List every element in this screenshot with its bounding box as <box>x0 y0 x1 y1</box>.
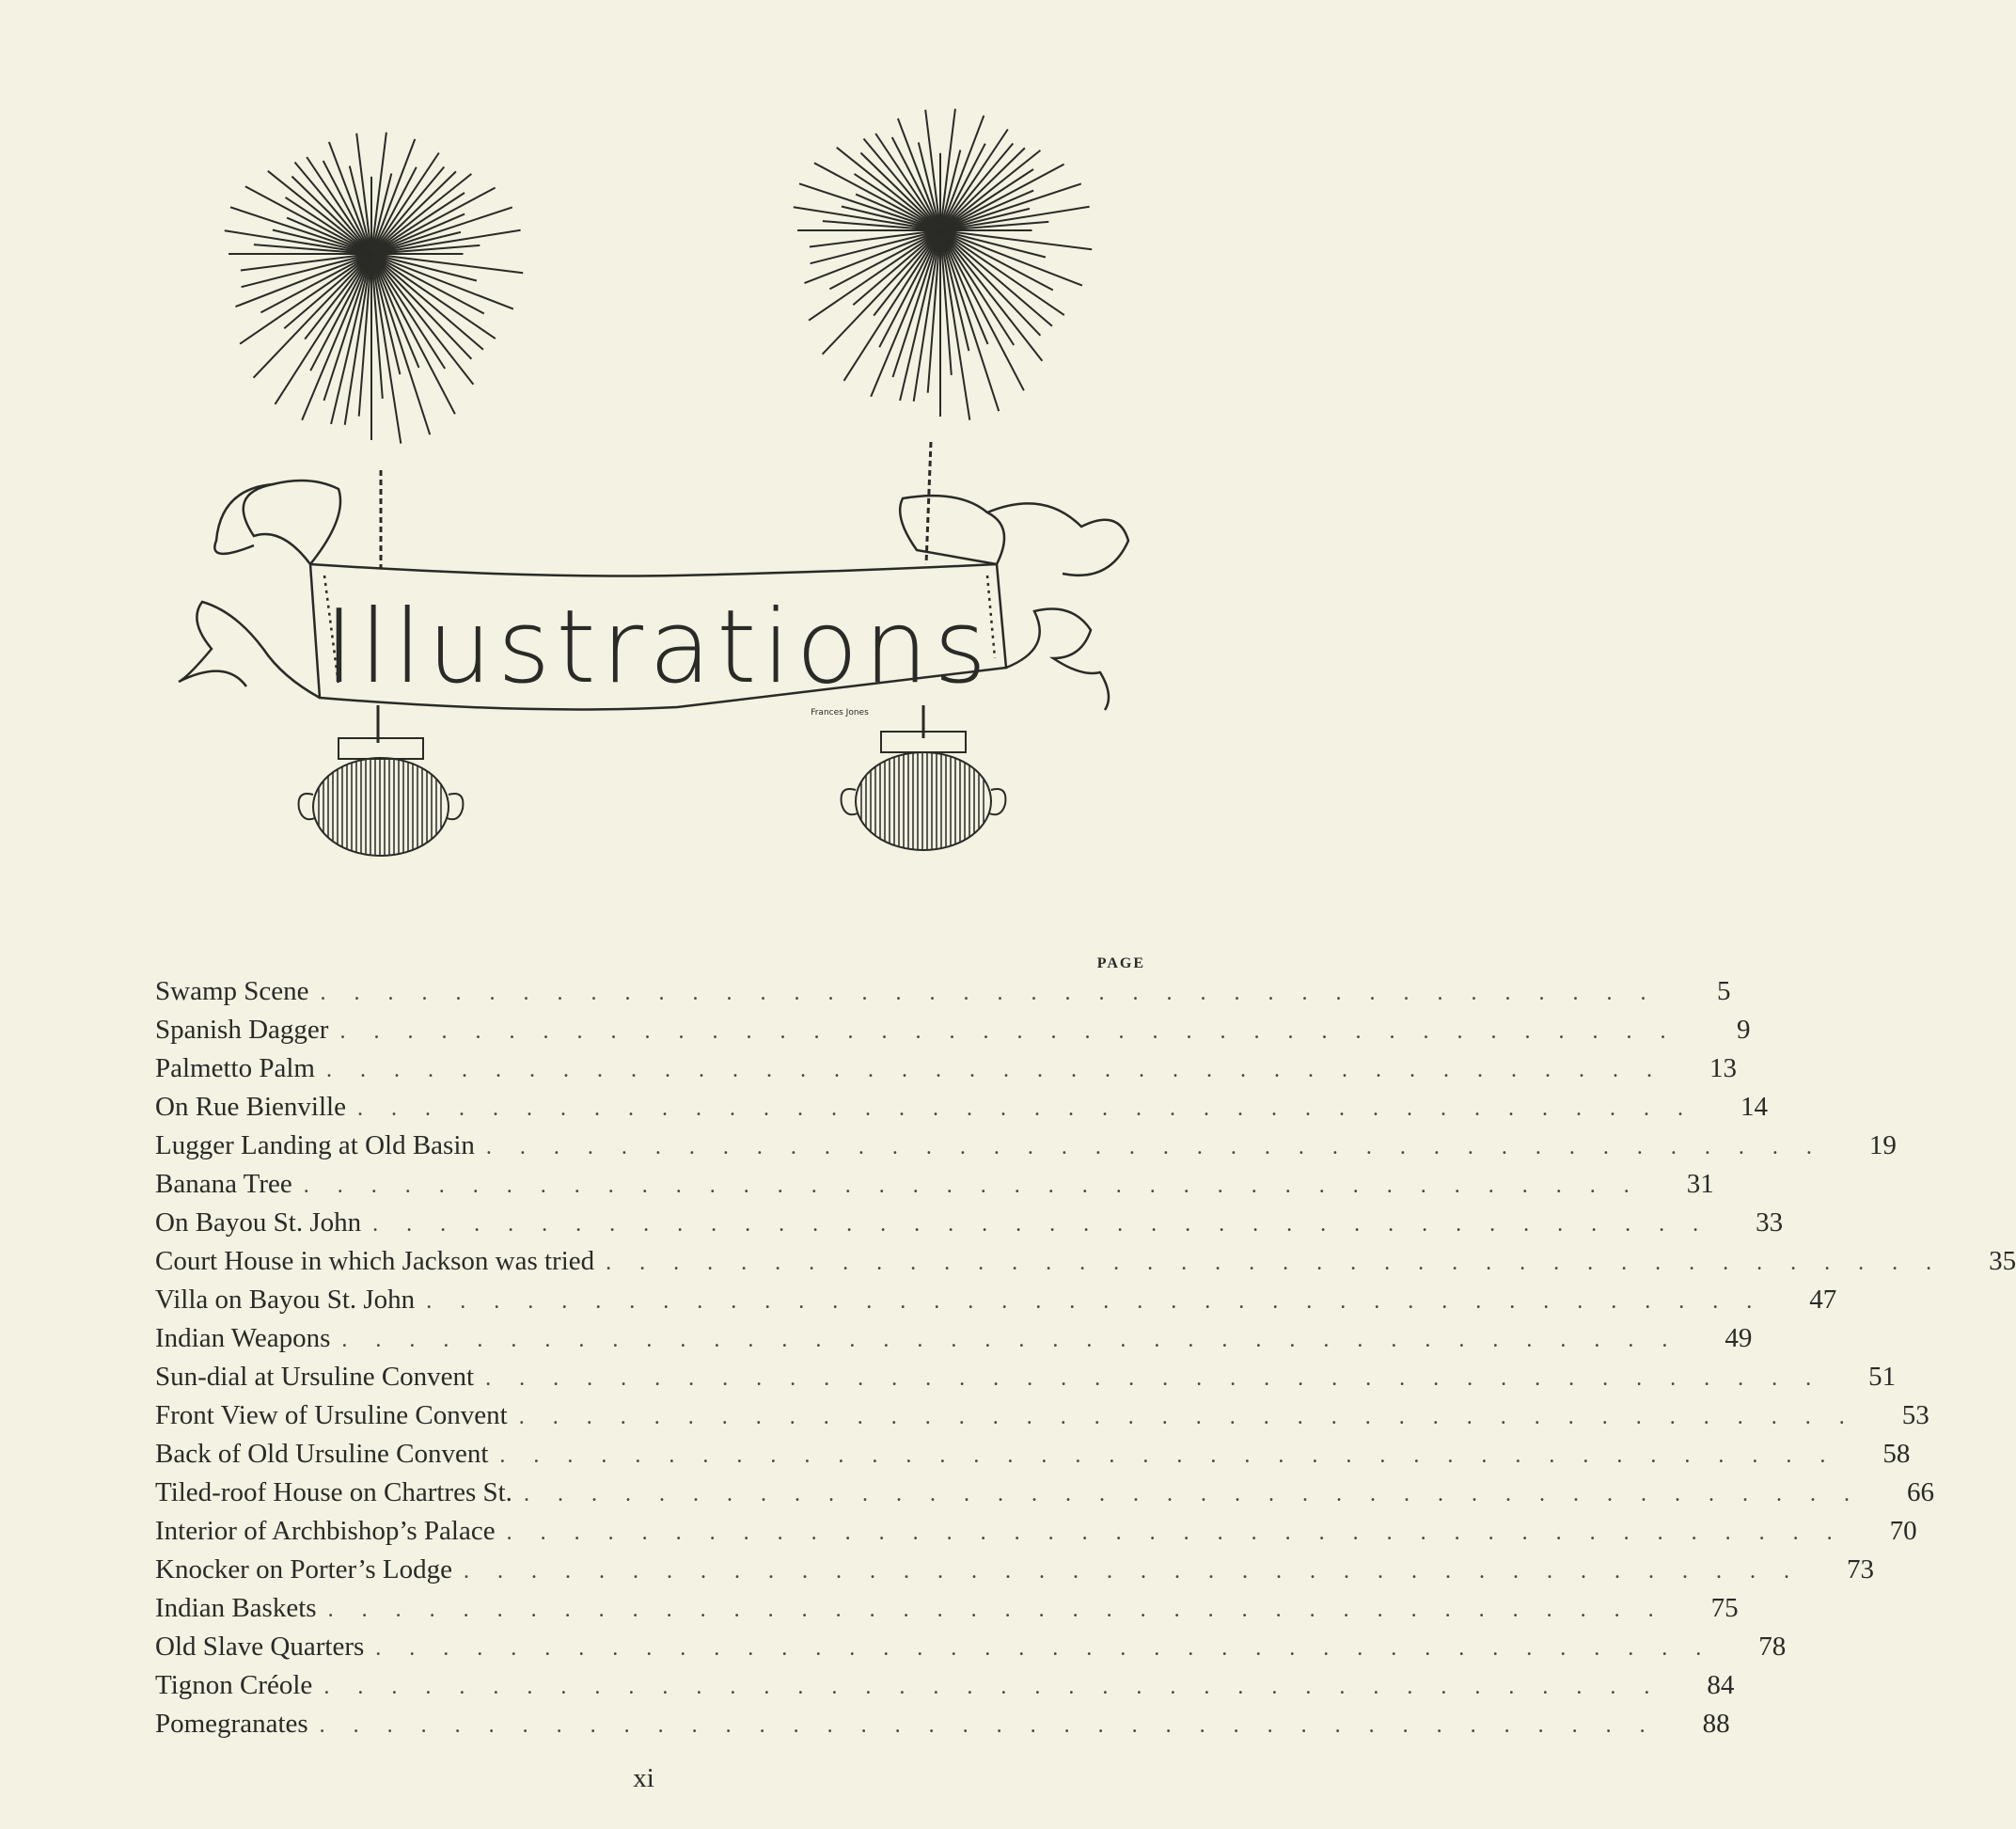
leader-dots: ........................................ <box>356 1096 1711 1121</box>
illustration-entry <box>155 1593 1739 1632</box>
leader-dots: ........................................ <box>463 1559 1818 1584</box>
illustration-title: Old Slave Quarters <box>155 1632 365 1662</box>
illustrations-list <box>155 955 2016 1747</box>
leader-dots: ........................................ <box>319 1713 1674 1738</box>
leader-dots: ........................................ <box>485 1135 1840 1159</box>
right-pot-illustration <box>842 732 1006 850</box>
illustration-page-number: 47 <box>1809 1285 1837 1315</box>
illustration-page-number: 35 <box>1989 1246 2016 1276</box>
illustration-title: Court House in which Jackson was tried <box>155 1246 595 1276</box>
illustration-title: Sun-dial at Ursuline Convent <box>155 1362 475 1392</box>
illustration-entry <box>155 1207 1784 1246</box>
left-yucca-plant-illustration <box>225 133 523 444</box>
illustration-page-number: 5 <box>1717 976 1731 1006</box>
illustration-title: Tiled-roof House on Chartres St. <box>155 1477 512 1507</box>
banner-title: Illustrations <box>323 589 993 706</box>
leader-dots: ........................................ <box>499 1443 1854 1468</box>
illustration-title: Banana Tree <box>155 1169 292 1199</box>
leader-dots: ........................................ <box>518 1405 1873 1429</box>
leader-dots: ........................................ <box>485 1366 1840 1391</box>
illustrations-header-art <box>0 0 1287 903</box>
illustration-entry <box>155 1554 1874 1593</box>
leader-dots: ........................................ <box>327 1598 1682 1622</box>
illustration-title: Lugger Landing at Old Basin <box>155 1130 475 1160</box>
illustration-page-number: 78 <box>1758 1632 1787 1662</box>
leader-dots: ........................................ <box>339 1019 1694 1044</box>
leader-dots: ........................................ <box>506 1521 1861 1545</box>
illustration-page-number: 13 <box>1709 1053 1737 1083</box>
illustration-page-number: 75 <box>1710 1593 1739 1623</box>
illustration-entry <box>155 1670 1735 1709</box>
illustration-title: Villa on Bayou St. John <box>155 1285 416 1315</box>
illustration-entry <box>155 1015 1751 1053</box>
illustration-title: Front View of Ursuline Convent <box>155 1400 508 1430</box>
illustration-entry <box>155 1632 1787 1670</box>
illustration-entry <box>155 1285 1837 1323</box>
illustration-title: Swamp Scene <box>155 976 309 1006</box>
illustration-page-number: 58 <box>1882 1439 1911 1469</box>
illustration-entry <box>155 1092 1768 1130</box>
leader-dots: ........................................ <box>523 1482 1878 1506</box>
illustration-page-number: 14 <box>1740 1092 1768 1122</box>
illustration-page-number: 9 <box>1736 1015 1751 1045</box>
leader-dots: ........................................ <box>323 1675 1678 1699</box>
illustration-page-number: 33 <box>1756 1207 1784 1238</box>
illustration-entry <box>155 1053 1737 1092</box>
illustration-page-number: 31 <box>1686 1169 1714 1199</box>
illustration-page-number: 84 <box>1707 1670 1735 1700</box>
illustration-title: Spanish Dagger <box>155 1015 329 1045</box>
illustration-entry <box>155 1709 1730 1747</box>
illustration-page-number: 53 <box>1901 1400 1929 1430</box>
illustration-page-number: 88 <box>1702 1709 1730 1739</box>
illustration-entry <box>155 1130 1897 1169</box>
illustration-entry <box>155 1246 2016 1285</box>
leader-dots: ........................................ <box>375 1636 1730 1661</box>
illustration-page-number: 51 <box>1868 1362 1897 1392</box>
illustration-entry <box>155 1516 1917 1554</box>
leader-dots: ........................................ <box>325 1058 1680 1082</box>
page-number-folio: xi <box>633 1763 654 1793</box>
illustration-title: Tignon Créole <box>155 1670 313 1700</box>
illustration-title: Indian Baskets <box>155 1593 317 1623</box>
right-yucca-plant-illustration <box>794 109 1092 420</box>
illustration-title: Back of Old Ursuline Convent <box>155 1439 489 1469</box>
illustration-entry <box>155 1169 1714 1207</box>
illustration-title: Palmetto Palm <box>155 1053 315 1083</box>
leader-dots: ........................................ <box>341 1328 1696 1352</box>
illustration-title: On Bayou St. John <box>155 1207 362 1238</box>
leader-dots: ........................................ <box>426 1289 1781 1314</box>
illustration-page-number: 73 <box>1846 1554 1874 1585</box>
leader-dots: ........................................ <box>303 1174 1658 1198</box>
illustration-title: Pomegranates <box>155 1709 308 1739</box>
illustration-entry <box>155 1362 1897 1400</box>
illustration-page-number: 19 <box>1868 1130 1897 1160</box>
illustration-entry <box>155 1477 1934 1516</box>
illustration-page-number: 49 <box>1725 1323 1753 1353</box>
leader-dots: ........................................ <box>372 1212 1727 1237</box>
illustration-entry <box>155 976 1731 1015</box>
illustration-title: Interior of Archbishop’s Palace <box>155 1516 496 1546</box>
illustration-entry <box>155 1323 1753 1362</box>
left-pot-illustration <box>299 738 464 856</box>
illustration-title: On Rue Bienville <box>155 1092 346 1122</box>
illustration-page-number: 66 <box>1906 1477 1934 1507</box>
illustration-entry <box>155 1439 1911 1477</box>
illustration-title: Knocker on Porter’s Lodge <box>155 1554 452 1585</box>
leader-dots: ........................................ <box>320 981 1675 1005</box>
illustration-entry <box>155 1400 1929 1439</box>
illustration-title: Indian Weapons <box>155 1323 331 1353</box>
illustration-page-number: 70 <box>1889 1516 1917 1546</box>
artist-signature: Frances Jones <box>811 708 869 717</box>
leader-dots: ........................................ <box>606 1251 1961 1275</box>
page-column-label: PAGE <box>1096 955 1145 971</box>
